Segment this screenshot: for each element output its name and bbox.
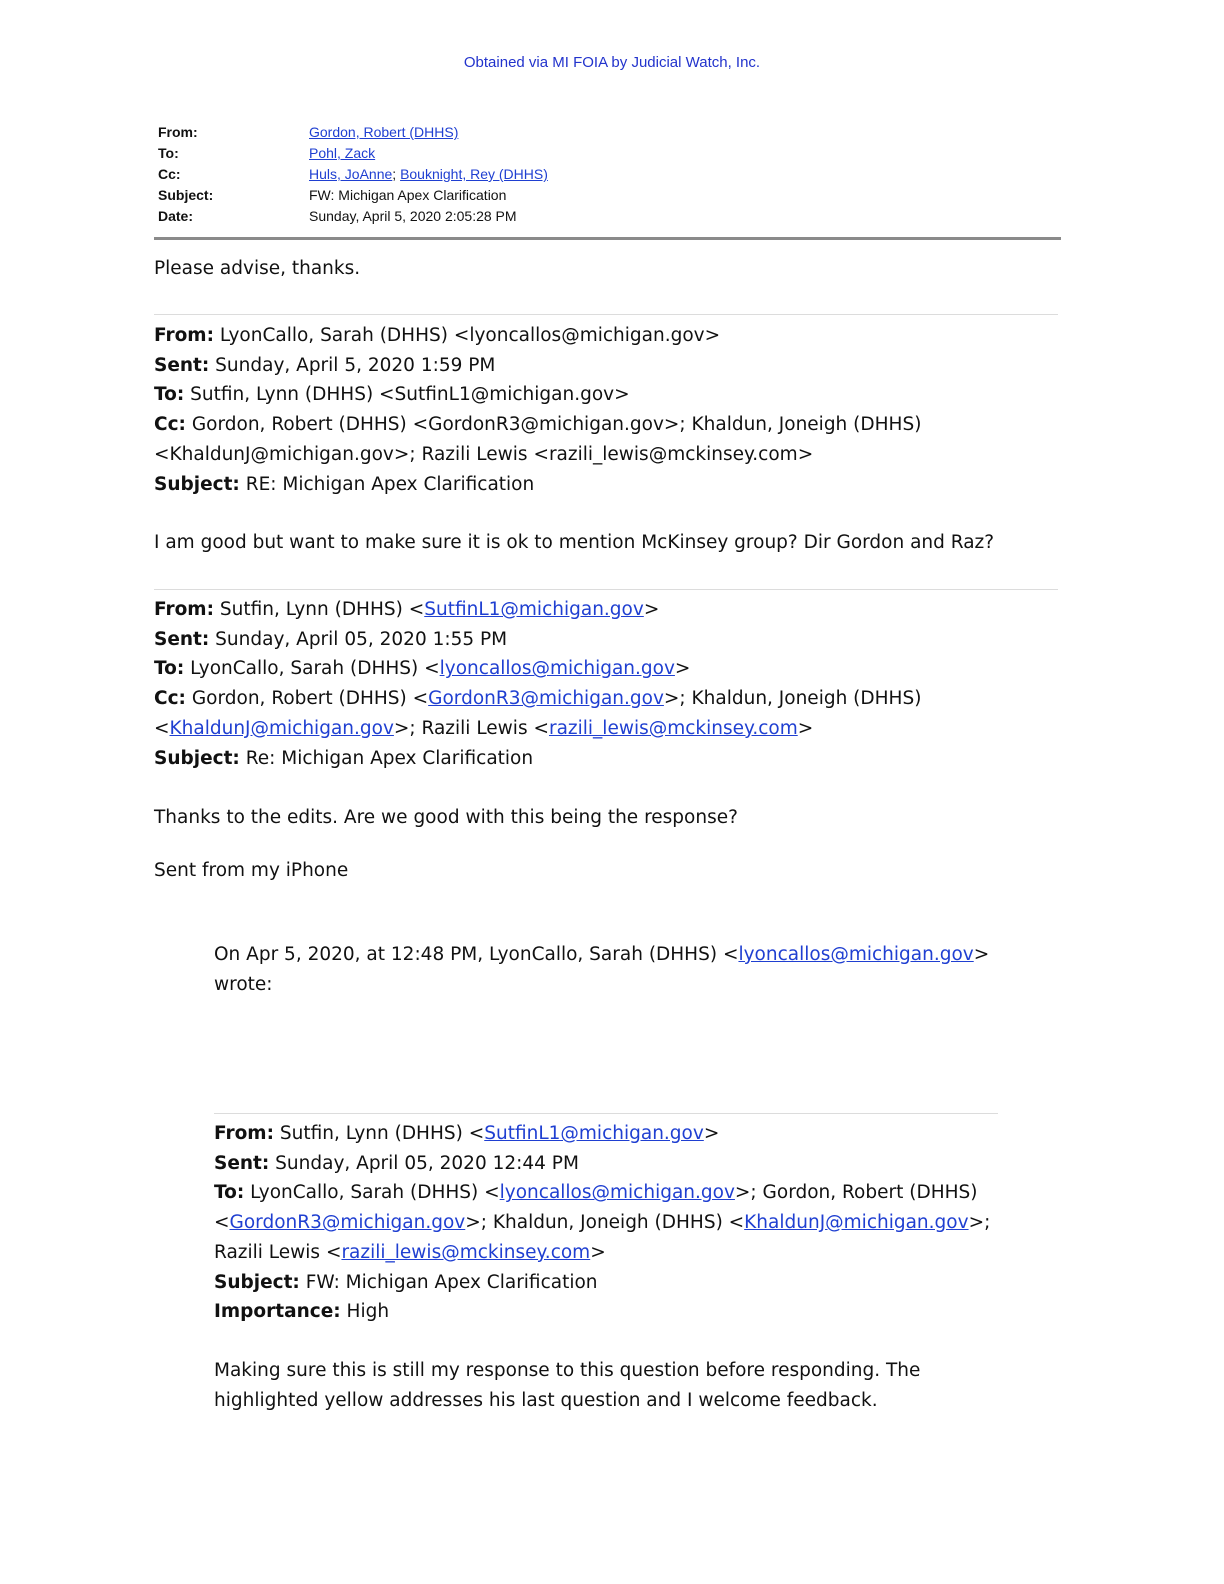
msg3-to-close: > <box>590 1241 606 1263</box>
msg3-to-email-link-lyoncallo[interactable]: lyoncallos@michigan.gov <box>499 1182 735 1204</box>
header-date-row <box>158 206 548 227</box>
msg1-to-label: To: <box>154 384 185 406</box>
header-to-row <box>158 143 548 164</box>
msg3-to-line-2 <box>214 1208 990 1238</box>
msg3-body-line-2: highlighted yellow addresses his last question and I welcome feedback. <box>214 1389 878 1411</box>
quote-close: > <box>973 944 990 965</box>
msg1-cc-value: Gordon, Robert (DHHS) <GordonR3@michigan.gov>; Khaldun, Joneigh (DHHS) <box>185 414 922 436</box>
quote-line-2: wrote: <box>214 973 273 995</box>
header-date-label: Date: <box>158 208 194 224</box>
msg2-sent-value: Sunday, April 05, 2020 1:55 PM <box>209 628 508 650</box>
msg3-body <box>214 1356 920 1415</box>
msg3-to-open: < <box>214 1212 230 1234</box>
msg2-sent-label: Sent: <box>154 628 210 650</box>
msg1-sent-value: Sunday, April 5, 2020 1:59 PM <box>209 354 496 376</box>
msg2-cc-text-3: >; Razili Lewis < <box>393 717 549 739</box>
header-cc-label: Cc: <box>158 166 181 182</box>
msg3-importance-value: High <box>340 1301 390 1323</box>
msg2-to-text: LyonCallo, Sarah (DHHS) < <box>184 658 440 680</box>
header-from-row <box>158 122 548 143</box>
header-to-label: To: <box>158 145 179 161</box>
msg1-subject-line <box>154 470 921 500</box>
msg2-cc-open: < <box>154 717 170 739</box>
msg3-importance-label: Importance: <box>214 1301 341 1323</box>
header-subject-value: FW: Michigan Apex Clarification <box>309 187 507 203</box>
msg2-cc-text: Gordon, Robert (DHHS) < <box>185 688 429 710</box>
msg3-to-label: To: <box>214 1182 245 1204</box>
msg3-to-text-3: >; Khaldun, Joneigh (DHHS) < <box>465 1212 745 1234</box>
msg1-subject-value: RE: Michigan Apex Clarification <box>239 473 535 495</box>
msg3-from-email-link[interactable]: SutfinL1@michigan.gov <box>484 1123 704 1144</box>
msg2-cc-email-link-lewis[interactable]: razili_lewis@mckinsey.com <box>548 717 798 739</box>
msg3-body-line-1: Making sure this is still my response to this question before responding. The <box>214 1360 921 1381</box>
msg2-cc-close: > <box>797 717 814 739</box>
msg2-from-label: From: <box>154 599 214 620</box>
intro-text: Please advise, thanks. <box>154 258 361 279</box>
header-date-value: Sunday, April 5, 2020 2:05:28 PM <box>309 208 517 224</box>
email-header <box>158 122 548 227</box>
msg2-from-email-link[interactable]: SutfinL1@michigan.gov <box>424 599 644 620</box>
msg3-to-text-2: >; Gordon, Robert (DHHS) <box>734 1182 978 1204</box>
msg1-subject-label: Subject: <box>154 473 240 495</box>
msg1-cc-label: Cc: <box>154 414 186 436</box>
header-from-link[interactable]: Gordon, Robert (DHHS) <box>309 124 459 140</box>
msg2-subject-line <box>154 744 921 774</box>
msg3-to-email-link-lewis[interactable]: razili_lewis@mckinsey.com <box>341 1241 591 1263</box>
msg2-to-close: > <box>674 658 691 680</box>
msg3-to-email-link-gordon[interactable]: GordonR3@michigan.gov <box>229 1212 466 1234</box>
msg3-from-label: From: <box>214 1123 274 1144</box>
header-divider <box>154 237 1061 240</box>
msg2-to-label: To: <box>154 658 185 680</box>
msg1-cc-line <box>154 410 921 440</box>
msg2-body-1: Thanks to the edits. Are we good with this being the response? <box>154 807 738 828</box>
msg3-to-text-4: >; <box>968 1212 991 1234</box>
msg1-to-line <box>154 380 921 410</box>
msg1-from-label: From: <box>154 325 214 346</box>
header-cc-row <box>158 164 548 185</box>
header-cc-link-2[interactable]: Bouknight, Rey (DHHS) <box>400 166 548 182</box>
msg2-sent-line <box>154 625 921 655</box>
quote-text: On Apr 5, 2020, at 12:48 PM, LyonCallo, Sarah (DHHS) < <box>214 944 739 965</box>
msg2-cc-email-link-gordon[interactable]: GordonR3@michigan.gov <box>428 688 664 710</box>
msg3-sent-line <box>214 1149 990 1179</box>
msg3-from-line <box>214 1119 990 1149</box>
msg2-cc-text-2: >; Khaldun, Joneigh (DHHS) <box>663 688 922 710</box>
msg2-subject-value: Re: Michigan Apex Clarification <box>239 747 534 769</box>
msg2-from-close: > <box>643 599 660 620</box>
msg3-sent-value: Sunday, April 05, 2020 12:44 PM <box>269 1152 579 1174</box>
message-2-divider <box>154 589 1058 590</box>
quote-attribution <box>214 940 989 999</box>
msg2-from-text: Sutfin, Lynn (DHHS) < <box>213 599 425 620</box>
msg3-from-text: Sutfin, Lynn (DHHS) < <box>273 1123 485 1144</box>
message-1 <box>154 321 921 499</box>
msg2-cc-label: Cc: <box>154 688 186 710</box>
msg3-to-text-5: Razili Lewis < <box>214 1241 342 1263</box>
msg3-to-line-3 <box>214 1238 990 1268</box>
message-3-divider <box>214 1113 998 1114</box>
msg3-subject-value: FW: Michigan Apex Clarification <box>299 1271 598 1293</box>
msg2-body-2: Sent from my iPhone <box>154 860 349 881</box>
header-from-label: From: <box>158 124 198 140</box>
msg3-to-email-link-khaldun[interactable]: KhaldunJ@michigan.gov <box>744 1212 969 1234</box>
msg3-from-close: > <box>703 1123 720 1144</box>
message-1-divider <box>154 314 1058 315</box>
msg1-sent-label: Sent: <box>154 354 210 376</box>
msg1-cc-line-2 <box>154 440 921 470</box>
msg2-from-line <box>154 595 921 625</box>
msg2-subject-label: Subject: <box>154 747 240 769</box>
foia-watermark: Obtained via MI FOIA by Judicial Watch, Inc. <box>463 54 761 71</box>
msg3-to-text: LyonCallo, Sarah (DHHS) < <box>244 1182 500 1204</box>
message-3 <box>214 1119 990 1327</box>
msg2-cc-line <box>154 684 921 714</box>
msg3-to-line <box>214 1178 990 1208</box>
msg2-to-email-link[interactable]: lyoncallos@michigan.gov <box>439 658 675 680</box>
msg3-importance-line <box>214 1297 990 1327</box>
msg3-sent-label: Sent: <box>214 1152 270 1174</box>
msg3-subject-label: Subject: <box>214 1271 300 1293</box>
msg1-cc-value-2: <KhaldunJ@michigan.gov>; Razili Lewis <razili_lewis@mckinsey.com> <box>154 443 814 465</box>
quote-email-link[interactable]: lyoncallos@michigan.gov <box>738 944 974 965</box>
msg1-body: I am good but want to make sure it is ok to mention McKinsey group? Dir Gordon and Raz? <box>154 532 995 553</box>
msg2-cc-email-link-khaldun[interactable]: KhaldunJ@michigan.gov <box>169 717 394 739</box>
msg2-to-line <box>154 654 921 684</box>
header-subject-label: Subject: <box>158 187 214 203</box>
message-2 <box>154 595 921 773</box>
msg1-from-line <box>154 321 921 351</box>
quote-line-1 <box>214 940 989 970</box>
header-cc-separator: ; <box>392 166 397 182</box>
header-to-link[interactable]: Pohl, Zack <box>309 145 376 161</box>
msg1-from-value: LyonCallo, Sarah (DHHS) <lyoncallos@michigan.gov> <box>213 325 721 346</box>
msg1-to-value: Sutfin, Lynn (DHHS) <SutfinL1@michigan.gov> <box>184 384 630 406</box>
msg3-subject-line <box>214 1268 990 1298</box>
header-cc-link-1[interactable]: Huls, JoAnne <box>309 166 393 182</box>
msg1-sent-line <box>154 351 921 381</box>
msg2-cc-line-2 <box>154 714 921 744</box>
header-subject-row <box>158 185 548 206</box>
